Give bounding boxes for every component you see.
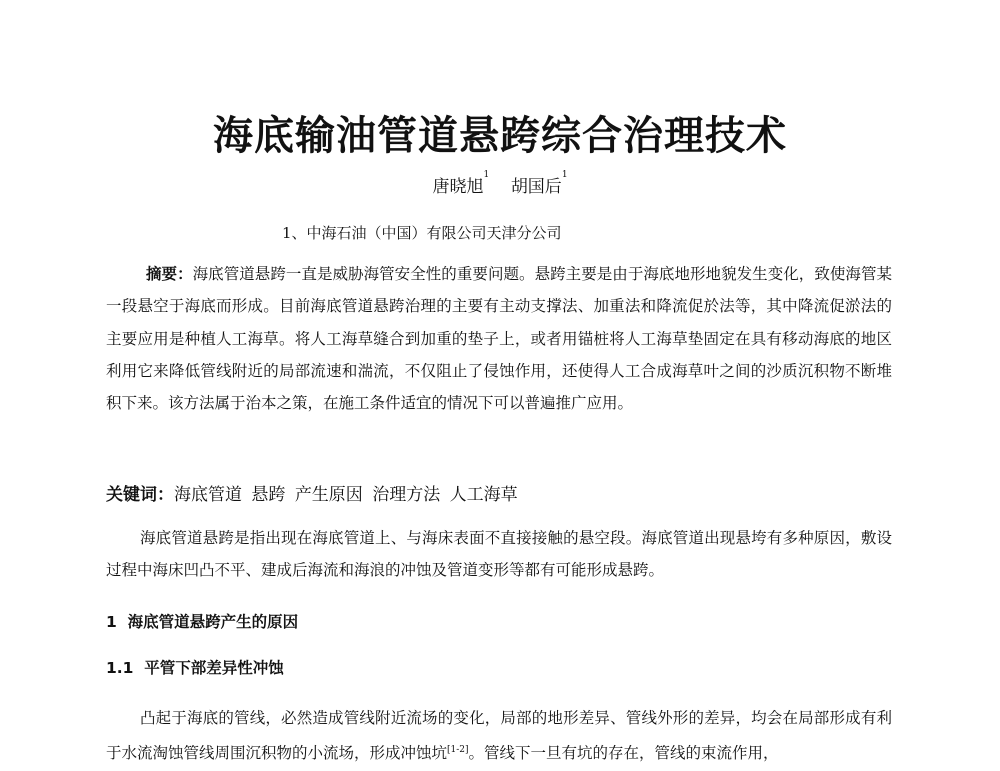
abstract: [106, 258, 892, 419]
body-text-continued: 。管线下一旦有坑的存在，管线的束流作用，: [468, 744, 779, 763]
keyword: 悬跨: [251, 485, 286, 505]
keyword: 海底管道: [174, 485, 242, 505]
affiliation: 1、中海石油（中国）有限公司天津分公司: [282, 224, 562, 242]
body-paragraph: [106, 702, 892, 770]
keywords: [106, 480, 522, 505]
subsection-heading: [106, 656, 284, 678]
keyword: 人工海草: [449, 485, 518, 505]
keyword: 治理方法: [372, 485, 441, 505]
section-heading: [106, 610, 298, 632]
abstract-text: 海底管道悬跨一直是威胁海管安全性的重要问题。悬跨主要是由于海底地形地貌发生变化，致使海管某一段悬空于海底而形成。目前海底管道悬跨治理的主要有主动支撑法、加重法和降流促於法等，其中降流促淤法的主要应用是种植人工海草。将人工海草缝合到加重的垫子上，或者用锚桩将人工海草垫固定在具有移动海底的地区利用它来降低管线附近的局部流速和湍流，不仅阻止了侵蚀作用，还使得人工合成海草叶之间的沙质沉积物不断堆积下来。该方法属于治本之策，在施工条件适宜的情况下可以普遍推广应用。: [106, 265, 892, 413]
paper-title: 海底输油管道悬跨综合治理技术: [213, 113, 787, 159]
intro-paragraph: [106, 522, 892, 587]
keyword: 产生原因: [294, 485, 363, 505]
intro-text: 海底管道悬跨是指出现在海底管道上、与海床表面不直接接触的悬空段。海底管道出现悬垮有多种原因，敷设过程中海床凹凸不平、建成后海流和海浪的冲蚀及管道变形等都有可能形成悬跨。: [106, 529, 892, 580]
author-affiliation-mark: 1: [483, 170, 490, 180]
keywords-label: 关键词：: [106, 485, 174, 505]
section-number: 1: [106, 613, 117, 631]
author-name: 胡国后: [510, 177, 562, 197]
author-line: [0, 172, 1000, 197]
body-text: 凸起于海底的管线，必然造成管线附近流场的变化，局部的地形差异、管线外形的差异，均会在局部形成有利于水流淘蚀管线周围沉积物的小流场，形成冲蚀坑: [106, 709, 892, 763]
author-name: 唐晓旭: [432, 177, 484, 197]
citation-ref[interactable]: [1-2]: [447, 745, 469, 756]
author-affiliation-mark: 1: [561, 170, 568, 180]
abstract-label: 摘要：: [146, 265, 193, 283]
section-title: 海底管道悬跨产生的原因: [127, 613, 299, 631]
subsection-number: 1.1: [106, 659, 134, 677]
subsection-title: 平管下部差异性冲蚀: [144, 659, 284, 677]
